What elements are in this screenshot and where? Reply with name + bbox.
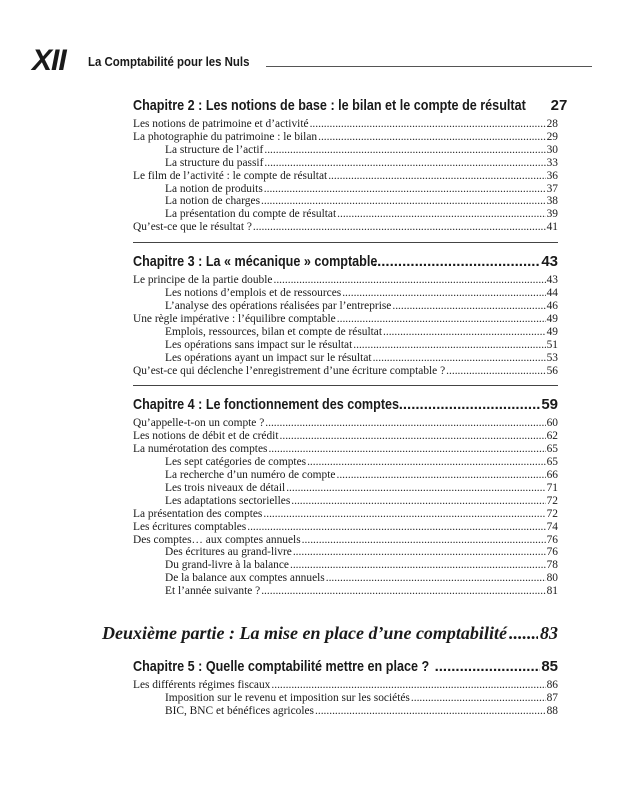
entry-text: Des écritures au grand-livre — [165, 546, 292, 559]
entry-page: 74 — [546, 520, 558, 533]
chapter-page: 27 — [550, 97, 568, 114]
toc-entry — [133, 508, 558, 521]
toc-subentry — [133, 559, 558, 572]
entry-text: Qu’appelle-t-on un compte ? — [133, 417, 265, 430]
leader-dots — [336, 469, 545, 482]
entry-text: La présentation du compte de résultat — [165, 208, 337, 221]
leader-dots — [280, 430, 546, 443]
entry-text: La présentation des comptes — [133, 507, 263, 520]
leader-dots — [261, 195, 546, 208]
toc-subentry — [133, 144, 558, 157]
entry-text: La photographie du patrimoine : le bilan — [133, 130, 318, 143]
running-head-title: La Comptabilité pour les Nuls — [88, 54, 250, 69]
leader-dots — [307, 456, 546, 469]
entry-text: La recherche d’un numéro de compte — [165, 469, 336, 482]
leader-dots — [286, 482, 545, 495]
entry-text: Imposition sur le revenu et imposition sur les sociétés — [165, 691, 410, 704]
entry-page: 80 — [546, 572, 558, 585]
entry-page: 28 — [546, 118, 558, 130]
toc-subentry — [133, 339, 558, 352]
toc-entry — [133, 313, 558, 326]
leader-dots — [291, 495, 545, 508]
entry-text: Du grand-livre à la balance — [165, 559, 289, 572]
chapter-section — [133, 657, 558, 718]
entry-page: 38 — [546, 195, 558, 208]
entry-text: Qu’est-ce que le résultat ? — [133, 221, 252, 234]
leader-dots — [253, 221, 546, 234]
chapter-section — [133, 252, 558, 386]
entry-text: Les adaptations sectorielles — [165, 494, 291, 507]
entry-text: La notion de charges — [165, 195, 260, 208]
entry-page: 71 — [546, 481, 558, 494]
entry-text: Le principe de la partie double — [133, 274, 273, 287]
toc-subentry — [133, 692, 558, 705]
leader-dots — [411, 692, 546, 705]
entry-text: Les notions de débit et de crédit — [133, 430, 279, 443]
leader-dots — [293, 546, 546, 559]
entry-page: 37 — [546, 182, 558, 195]
leader-dots — [265, 417, 545, 430]
leader-dots — [373, 352, 546, 365]
chapter-heading — [133, 96, 568, 116]
toc-subentry — [133, 352, 558, 365]
entry-text: Une règle impérative : l’équilibre comptable — [133, 312, 336, 325]
entry-page: 49 — [546, 312, 558, 325]
chapter-entries — [133, 118, 558, 234]
entry-page: 36 — [546, 169, 558, 182]
entry-page: 65 — [546, 456, 558, 469]
toc-entry — [133, 521, 558, 534]
leader-dots — [310, 118, 546, 131]
entry-text: Les opérations sans impact sur le résultat — [165, 338, 353, 351]
chapter-page: 59 — [541, 396, 558, 414]
toc-subentry — [133, 157, 558, 170]
entry-page: 65 — [546, 443, 558, 456]
toc-subentry — [133, 469, 558, 482]
entry-page: 76 — [546, 546, 558, 559]
entry-page: 44 — [546, 287, 558, 300]
entry-text: La structure du passif — [165, 156, 264, 169]
toc-subentry — [133, 208, 558, 221]
toc-subentry — [133, 326, 558, 339]
entry-text: Les notions d’emplois et de ressources — [165, 287, 342, 300]
chapter-title: Chapitre 4 : Le fonctionnement des comptes — [133, 396, 400, 414]
leader-dots — [446, 365, 545, 378]
entry-page: 30 — [546, 143, 558, 156]
entry-page: 29 — [546, 130, 558, 143]
section-rule — [133, 385, 558, 386]
toc-subentry — [133, 287, 558, 300]
leader-dots — [373, 252, 540, 272]
leader-dots — [399, 395, 541, 415]
entry-page: 49 — [546, 325, 558, 338]
entry-page: 76 — [546, 533, 558, 546]
toc-entry — [133, 118, 558, 131]
entry-text: La structure de l’actif — [165, 143, 264, 156]
toc-entry — [133, 131, 558, 144]
toc-subentry — [133, 585, 558, 598]
leader-dots — [337, 313, 546, 326]
chapter-title: Chapitre 2 : Les notions de base : le bilan et le compte de résultat — [133, 97, 526, 114]
entry-page: 39 — [546, 208, 558, 221]
entry-page: 46 — [546, 299, 558, 312]
part-title: Deuxième partie : La mise en place d’une comptabilité — [102, 623, 507, 643]
leader-dots — [273, 274, 545, 287]
leader-dots — [268, 443, 545, 456]
leader-dots — [247, 521, 545, 534]
toc-entry — [133, 170, 558, 183]
chapter-title: Chapitre 3 : La « mécanique » comptable — [133, 253, 378, 271]
leader-dots — [326, 572, 546, 585]
entry-text: La notion de produits — [165, 182, 263, 195]
toc-entry — [133, 365, 558, 378]
entry-page: 62 — [546, 430, 558, 443]
header-rule — [266, 66, 592, 67]
entry-text: BIC, BNC et bénéfices agricoles — [165, 704, 314, 717]
entry-page: 88 — [546, 704, 558, 717]
toc-subentry — [133, 183, 558, 196]
chapter-page: 85 — [541, 658, 558, 675]
leader-dots — [261, 585, 545, 598]
entry-page: 72 — [546, 494, 558, 507]
table-of-contents — [133, 96, 568, 598]
entry-text: Les notions de patrimoine et d’activité — [133, 118, 309, 130]
toc-subentry — [133, 482, 558, 495]
leader-dots — [315, 705, 546, 718]
toc-subentry — [133, 546, 558, 559]
entry-text: Qu’est-ce qui déclenche l’enregistrement d’une écriture comptable ? — [133, 364, 446, 377]
chapter-section — [133, 96, 568, 243]
part-page: 83 — [540, 623, 558, 643]
chapter-entries — [133, 274, 558, 377]
table-of-contents-part-2 — [133, 657, 558, 718]
entry-page: 60 — [546, 417, 558, 430]
entry-text: Des comptes… aux comptes annuels — [133, 533, 301, 546]
leader-dots — [337, 208, 545, 221]
toc-entry — [133, 417, 558, 430]
entry-page: 43 — [546, 274, 558, 287]
entry-page: 72 — [546, 507, 558, 520]
entry-page: 78 — [546, 559, 558, 572]
entry-text: Les écritures comptables — [133, 520, 247, 533]
toc-subentry — [133, 705, 558, 718]
chapter-entries — [133, 679, 558, 718]
toc-entry — [133, 679, 558, 692]
toc-entry — [133, 221, 558, 234]
toc-subentry — [133, 456, 558, 469]
entry-page: 53 — [546, 351, 558, 364]
chapter-heading — [133, 657, 558, 677]
toc-entry — [133, 274, 558, 287]
page-folio: XII — [32, 44, 66, 77]
entry-page: 66 — [546, 469, 558, 482]
chapter-page: 43 — [541, 253, 558, 271]
entry-page: 41 — [546, 221, 558, 234]
entry-page: 33 — [546, 156, 558, 169]
leader-dots — [435, 657, 541, 677]
leader-dots — [318, 131, 546, 144]
part-heading — [102, 621, 558, 645]
entry-page: 81 — [546, 585, 558, 598]
chapter-heading — [133, 395, 558, 415]
entry-text: De la balance aux comptes annuels — [165, 572, 325, 585]
leader-dots — [271, 679, 545, 692]
chapter-title: Chapitre 5 : Quelle comptabilité mettre en place ? — [133, 658, 430, 675]
entry-page: 51 — [546, 338, 558, 351]
chapter-entries — [133, 417, 558, 598]
entry-text: Les sept catégories de comptes — [165, 456, 307, 469]
toc-subentry — [133, 495, 558, 508]
entry-text: Les différents régimes fiscaux — [133, 679, 271, 691]
entry-text: L’analyse des opérations réalisées par l’entreprise — [165, 299, 392, 312]
leader-dots — [302, 534, 546, 547]
leader-dots — [263, 508, 545, 521]
toc-subentry — [133, 195, 558, 208]
toc-entry — [133, 534, 558, 547]
chapter-heading — [133, 252, 558, 272]
chapter-section — [133, 395, 558, 598]
leader-dots — [392, 300, 545, 313]
leader-dots — [264, 157, 545, 170]
section-rule — [133, 242, 558, 243]
toc-entry — [133, 443, 558, 456]
leader-dots — [328, 170, 545, 183]
toc-subentry — [133, 300, 558, 313]
leader-dots — [353, 339, 545, 352]
entry-page: 56 — [546, 364, 558, 377]
leader-dots — [264, 183, 546, 196]
entry-text: Et l’année suivante ? — [165, 585, 261, 598]
leader-dots — [509, 621, 538, 645]
entry-text: Les opérations ayant un impact sur le résultat — [165, 351, 372, 364]
toc-subentry — [133, 572, 558, 585]
entry-text: La numérotation des comptes — [133, 443, 268, 456]
entry-text: Emplois, ressources, bilan et compte de résultat — [165, 325, 382, 338]
entry-text: Les trois niveaux de détail — [165, 481, 286, 494]
toc-entry — [133, 430, 558, 443]
entry-page: 87 — [546, 691, 558, 704]
leader-dots — [264, 144, 545, 157]
entry-page: 86 — [546, 679, 558, 691]
leader-dots — [342, 287, 545, 300]
leader-dots — [290, 559, 546, 572]
page-header — [32, 44, 592, 84]
entry-text: Le film de l’activité : le compte de résultat — [133, 169, 328, 182]
leader-dots — [383, 326, 546, 339]
